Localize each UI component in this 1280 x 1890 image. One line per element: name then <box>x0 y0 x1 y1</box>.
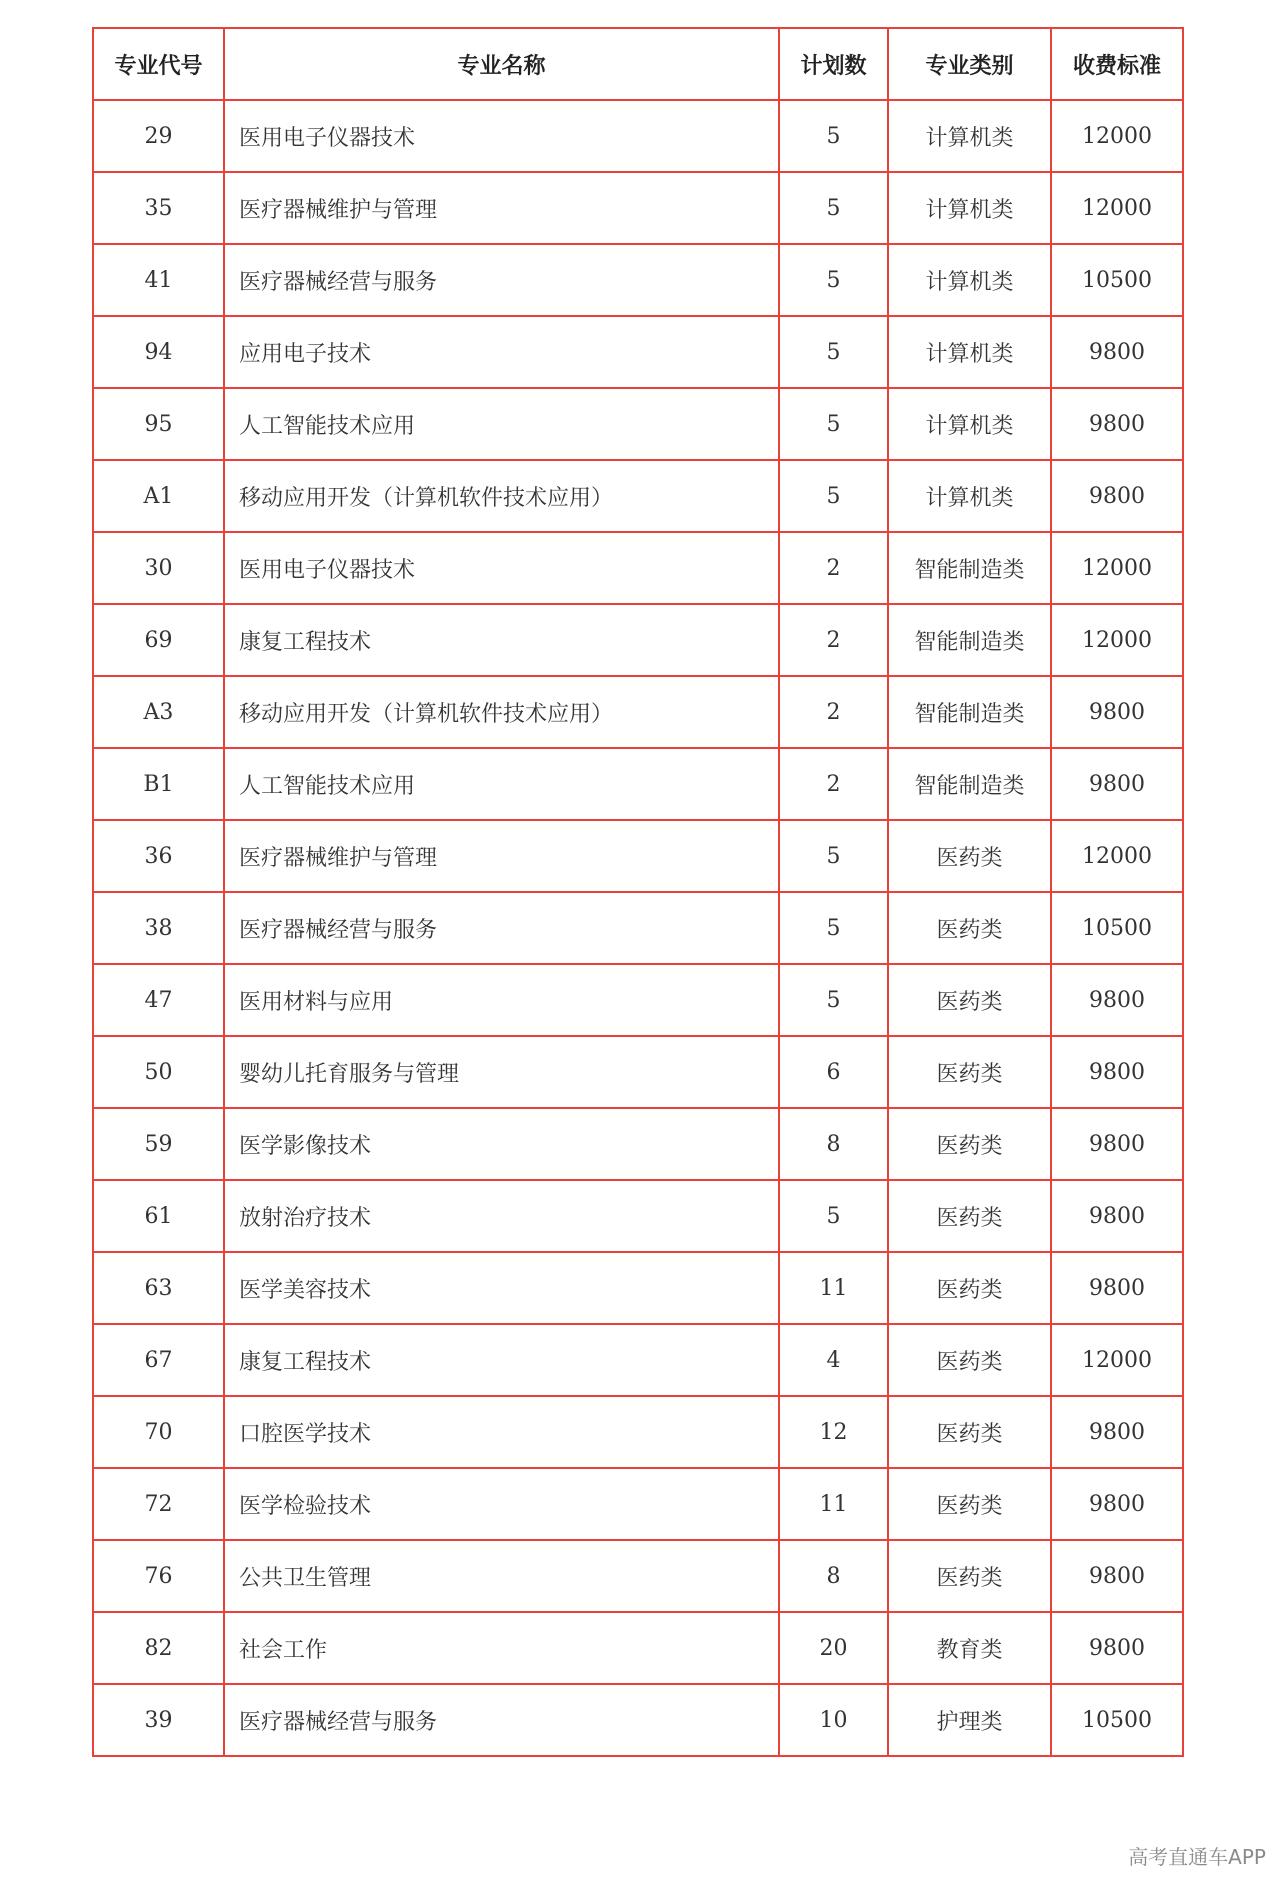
fee-standard-cell: 9800 <box>1051 1036 1183 1108</box>
fee-standard-cell: 10500 <box>1051 244 1183 316</box>
fee-standard-cell: 9800 <box>1051 676 1183 748</box>
table-row <box>93 1612 1183 1684</box>
major-code-cell: 95 <box>93 388 224 460</box>
fee-standard-cell: 12000 <box>1051 172 1183 244</box>
plan-count-cell: 20 <box>779 1612 888 1684</box>
table-row <box>93 1324 1183 1396</box>
major-code-cell: 36 <box>93 820 224 892</box>
major-name-cell: 医学美容技术 <box>224 1252 779 1324</box>
fee-standard-cell: 10500 <box>1051 892 1183 964</box>
major-category-cell: 医药类 <box>888 820 1051 892</box>
major-category-cell: 医药类 <box>888 892 1051 964</box>
plan-count-cell: 2 <box>779 748 888 820</box>
fee-standard-cell: 9800 <box>1051 964 1183 1036</box>
major-code-cell: 61 <box>93 1180 224 1252</box>
major-code-cell: 76 <box>93 1540 224 1612</box>
major-code-cell: 70 <box>93 1396 224 1468</box>
major-category-cell: 智能制造类 <box>888 676 1051 748</box>
major-category-cell: 医药类 <box>888 1108 1051 1180</box>
table-row <box>93 1684 1183 1756</box>
table-row <box>93 388 1183 460</box>
major-name-cell: 医疗器械维护与管理 <box>224 820 779 892</box>
table-row <box>93 676 1183 748</box>
major-name-cell: 婴幼儿托育服务与管理 <box>224 1036 779 1108</box>
plan-count-cell: 4 <box>779 1324 888 1396</box>
plan-count-cell: 2 <box>779 532 888 604</box>
fee-standard-cell: 9800 <box>1051 388 1183 460</box>
table-row <box>93 100 1183 172</box>
fee-standard-cell: 9800 <box>1051 1612 1183 1684</box>
major-code-cell: 39 <box>93 1684 224 1756</box>
header-plan-count: 计划数 <box>779 28 888 100</box>
major-name-cell: 医疗器械维护与管理 <box>224 172 779 244</box>
major-category-cell: 计算机类 <box>888 316 1051 388</box>
major-name-cell: 医疗器械经营与服务 <box>224 1684 779 1756</box>
major-category-cell: 教育类 <box>888 1612 1051 1684</box>
plan-count-cell: 8 <box>779 1540 888 1612</box>
major-code-cell: 67 <box>93 1324 224 1396</box>
major-category-cell: 医药类 <box>888 1180 1051 1252</box>
table-row <box>93 1468 1183 1540</box>
plan-count-cell: 5 <box>779 388 888 460</box>
header-major-category: 专业类别 <box>888 28 1051 100</box>
plan-count-cell: 5 <box>779 172 888 244</box>
plan-count-cell: 12 <box>779 1396 888 1468</box>
major-name-cell: 人工智能技术应用 <box>224 748 779 820</box>
plan-count-cell: 6 <box>779 1036 888 1108</box>
plan-count-cell: 5 <box>779 1180 888 1252</box>
plan-count-cell: 10 <box>779 1684 888 1756</box>
fee-standard-cell: 9800 <box>1051 1108 1183 1180</box>
major-category-cell: 智能制造类 <box>888 604 1051 676</box>
plan-count-cell: 2 <box>779 604 888 676</box>
major-name-cell: 康复工程技术 <box>224 1324 779 1396</box>
table-row <box>93 460 1183 532</box>
fee-standard-cell: 12000 <box>1051 820 1183 892</box>
fee-standard-cell: 9800 <box>1051 460 1183 532</box>
major-name-cell: 医用材料与应用 <box>224 964 779 1036</box>
table-row <box>93 532 1183 604</box>
plan-count-cell: 5 <box>779 460 888 532</box>
major-code-cell: 30 <box>93 532 224 604</box>
fee-standard-cell: 9800 <box>1051 1396 1183 1468</box>
major-name-cell: 医学影像技术 <box>224 1108 779 1180</box>
major-code-cell: 59 <box>93 1108 224 1180</box>
header-major-code: 专业代号 <box>93 28 224 100</box>
header-major-name: 专业名称 <box>224 28 779 100</box>
fee-standard-cell: 9800 <box>1051 748 1183 820</box>
major-name-cell: 医用电子仪器技术 <box>224 532 779 604</box>
major-category-cell: 医药类 <box>888 964 1051 1036</box>
plan-count-cell: 5 <box>779 892 888 964</box>
major-category-cell: 计算机类 <box>888 172 1051 244</box>
table-row <box>93 820 1183 892</box>
fee-standard-cell: 9800 <box>1051 1540 1183 1612</box>
table-header-row <box>93 28 1183 100</box>
major-name-cell: 社会工作 <box>224 1612 779 1684</box>
fee-standard-cell: 12000 <box>1051 100 1183 172</box>
plan-count-cell: 5 <box>779 316 888 388</box>
major-name-cell: 人工智能技术应用 <box>224 388 779 460</box>
table-row <box>93 748 1183 820</box>
major-name-cell: 医疗器械经营与服务 <box>224 244 779 316</box>
table-body <box>93 100 1183 1756</box>
plan-count-cell: 5 <box>779 100 888 172</box>
major-name-cell: 医疗器械经营与服务 <box>224 892 779 964</box>
major-code-cell: 82 <box>93 1612 224 1684</box>
table-row <box>93 1180 1183 1252</box>
table-row <box>93 172 1183 244</box>
table-row <box>93 1252 1183 1324</box>
major-code-cell: 69 <box>93 604 224 676</box>
plan-count-cell: 5 <box>779 964 888 1036</box>
table-row <box>93 1540 1183 1612</box>
table-row <box>93 604 1183 676</box>
major-name-cell: 口腔医学技术 <box>224 1396 779 1468</box>
major-name-cell: 医用电子仪器技术 <box>224 100 779 172</box>
major-name-cell: 放射治疗技术 <box>224 1180 779 1252</box>
major-category-cell: 医药类 <box>888 1252 1051 1324</box>
fee-standard-cell: 12000 <box>1051 604 1183 676</box>
admission-plan-table-container <box>92 27 1184 1757</box>
table-row <box>93 1396 1183 1468</box>
table-row <box>93 892 1183 964</box>
major-category-cell: 医药类 <box>888 1036 1051 1108</box>
table-row <box>93 1108 1183 1180</box>
major-code-cell: 72 <box>93 1468 224 1540</box>
major-category-cell: 护理类 <box>888 1684 1051 1756</box>
major-code-cell: 94 <box>93 316 224 388</box>
major-code-cell: 38 <box>93 892 224 964</box>
plan-count-cell: 2 <box>779 676 888 748</box>
fee-standard-cell: 12000 <box>1051 532 1183 604</box>
fee-standard-cell: 9800 <box>1051 1252 1183 1324</box>
major-category-cell: 计算机类 <box>888 244 1051 316</box>
fee-standard-cell: 12000 <box>1051 1324 1183 1396</box>
major-category-cell: 医药类 <box>888 1396 1051 1468</box>
major-code-cell: 29 <box>93 100 224 172</box>
major-code-cell: 35 <box>93 172 224 244</box>
major-category-cell: 医药类 <box>888 1540 1051 1612</box>
table-row <box>93 964 1183 1036</box>
major-category-cell: 计算机类 <box>888 388 1051 460</box>
major-category-cell: 计算机类 <box>888 100 1051 172</box>
admission-plan-table <box>92 27 1184 1757</box>
table-row <box>93 244 1183 316</box>
major-code-cell: B1 <box>93 748 224 820</box>
major-code-cell: 50 <box>93 1036 224 1108</box>
header-fee-standard: 收费标准 <box>1051 28 1183 100</box>
major-name-cell: 康复工程技术 <box>224 604 779 676</box>
major-name-cell: 公共卫生管理 <box>224 1540 779 1612</box>
watermark-logo-text: 高考直通车APP <box>1128 1845 1266 1869</box>
major-category-cell: 智能制造类 <box>888 748 1051 820</box>
plan-count-cell: 11 <box>779 1252 888 1324</box>
plan-count-cell: 5 <box>779 244 888 316</box>
major-code-cell: A1 <box>93 460 224 532</box>
plan-count-cell: 8 <box>779 1108 888 1180</box>
major-category-cell: 计算机类 <box>888 460 1051 532</box>
major-name-cell: 应用电子技术 <box>224 316 779 388</box>
table-row <box>93 316 1183 388</box>
major-code-cell: 47 <box>93 964 224 1036</box>
fee-standard-cell: 9800 <box>1051 1468 1183 1540</box>
fee-standard-cell: 10500 <box>1051 1684 1183 1756</box>
major-code-cell: 63 <box>93 1252 224 1324</box>
major-code-cell: 41 <box>93 244 224 316</box>
major-name-cell: 医学检验技术 <box>224 1468 779 1540</box>
major-category-cell: 医药类 <box>888 1324 1051 1396</box>
major-name-cell: 移动应用开发（计算机软件技术应用） <box>224 676 779 748</box>
plan-count-cell: 11 <box>779 1468 888 1540</box>
fee-standard-cell: 9800 <box>1051 1180 1183 1252</box>
plan-count-cell: 5 <box>779 820 888 892</box>
major-category-cell: 医药类 <box>888 1468 1051 1540</box>
major-code-cell: A3 <box>93 676 224 748</box>
major-category-cell: 智能制造类 <box>888 532 1051 604</box>
major-name-cell: 移动应用开发（计算机软件技术应用） <box>224 460 779 532</box>
fee-standard-cell: 9800 <box>1051 316 1183 388</box>
table-row <box>93 1036 1183 1108</box>
